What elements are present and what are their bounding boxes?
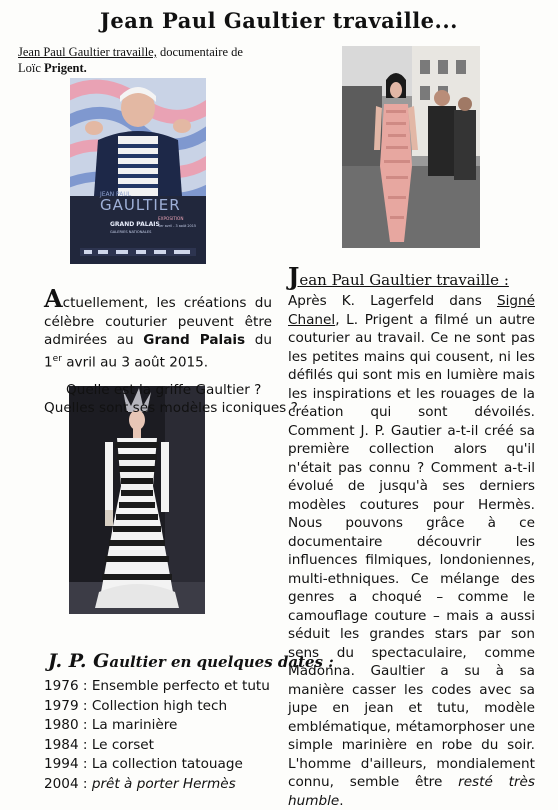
film-title: Signé Chanel	[288, 293, 535, 328]
poster-venue2: GALERIES NATIONALES	[110, 230, 152, 234]
list-item	[44, 736, 270, 756]
paragraph-text: Après K. Lagerfeld dans	[288, 293, 497, 309]
intro-text: documentaire de	[156, 45, 243, 59]
poster-venue1: GRAND PALAIS	[110, 221, 160, 228]
question-1: Quelle est la griffe Gaultier ?	[66, 382, 262, 398]
dates-heading-cap: J. P. G	[48, 650, 110, 672]
italic-phrase: resté très humble	[288, 774, 535, 809]
poster-line1: JEAN PAUL	[100, 191, 132, 198]
author-name: Prigent.	[44, 61, 87, 75]
street-photo-image	[342, 46, 480, 248]
date-italic: prêt à porter Hermès	[91, 775, 236, 792]
date-text: 2004 :	[44, 775, 92, 792]
date-text: 1994 : La collection tatouage	[44, 756, 243, 773]
documentary-paragraph	[288, 292, 535, 810]
intro-caption	[18, 44, 318, 76]
paragraph-text: du 1	[44, 332, 272, 371]
poster-expo: EXPOSITION	[158, 216, 184, 221]
page-title: Jean Paul Gaultier travaille...	[100, 8, 458, 33]
dates-heading	[48, 650, 334, 672]
question-2: Quelles sont ses modèles iconiques ?	[44, 400, 298, 416]
documentary-title: Jean Paul Gaultier travaille,	[18, 45, 157, 59]
poster-dates: 1er avril - 3 août 2015	[158, 224, 197, 228]
list-item	[44, 775, 270, 795]
exhibition-poster-image	[70, 78, 206, 264]
paragraph-text: .	[339, 792, 344, 809]
documentary-heading	[288, 262, 509, 291]
venue-name: Grand Palais	[143, 332, 246, 348]
date-text: 1979 : Collection high tech	[44, 697, 228, 714]
list-item	[44, 755, 270, 775]
date-text: 1980 : La marinière	[44, 717, 178, 734]
list-item	[44, 697, 270, 717]
list-item	[44, 716, 270, 736]
paragraph-text: ctuellement, les créations du célèbre couturier peuvent être admirées au	[44, 295, 272, 348]
list-item	[44, 677, 270, 697]
paragraph-text: , L. Prigent a filmé un autre couturier au travail. Ce ne sont pas les petites mains qui cousent, ni les défilés qui sont mis en lumière mais les inspirations et les rouages de la création qui sont dévoilés. Comment J. P. Gautier a-t-il créé sa première collection alors qu'il n'était pas connu ? Comment a-t-il évolué de jusqu'à ses derniers modèles coutures pour Hermès. Nous pouvons grâce à ce documentaire découvrir les influences filmiques, londoniennes, multi-ethniques. Ce mélange des genres a choqué – comme le camouflage couture – mais a aussi séduit les grandes stars par son sens du spectaculaire, comme Madonna. Gaultier a su à sa manière casser les codes avec sa jupe en jean et tutu, modèle emblématique, métamorphoser une simple marinière en robe du soir. L'homme d'ailleurs, mondialement connu, semble être	[288, 311, 535, 790]
heading-text: ean Paul Gaultier travaille :	[299, 271, 509, 289]
paragraph-text: avril au 3 août 2015.	[61, 354, 209, 371]
exhibition-paragraph	[44, 284, 272, 372]
date-text: 1984 : Le corset	[44, 736, 154, 753]
dates-heading-text: aultier en quelques dates :	[109, 653, 334, 671]
author-prefix: Loïc	[18, 61, 45, 75]
dates-list	[44, 677, 270, 795]
runway-photo-image	[69, 386, 205, 614]
dropcap: A	[44, 284, 63, 313]
poster-line2: GAULTIER	[100, 196, 181, 214]
heading-dropcap: J	[288, 262, 300, 291]
superscript: er	[52, 353, 62, 364]
date-text: 1976 : Ensemble perfecto et tutu	[44, 678, 270, 694]
